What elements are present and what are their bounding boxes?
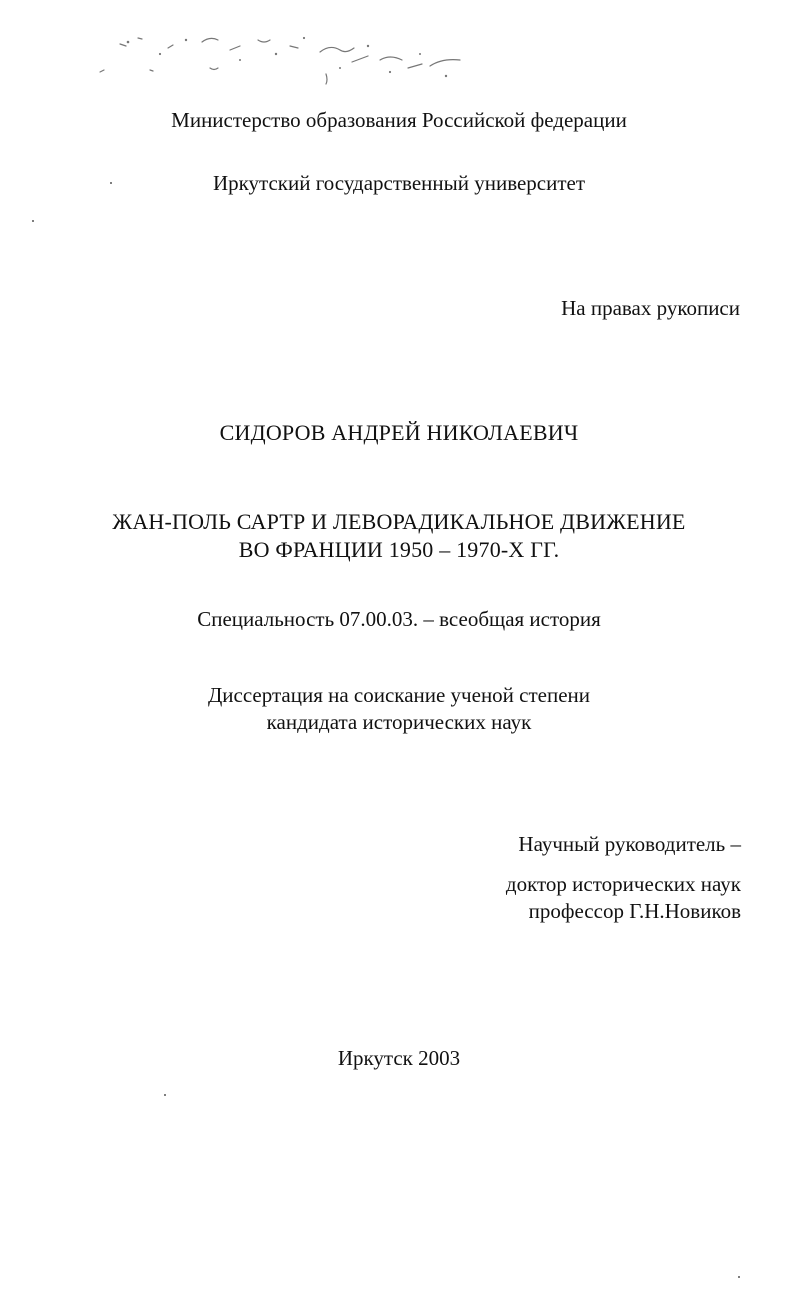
degree-line-2: кандидата исторических наук (266, 710, 532, 734)
ministry-heading: Министерство образования Российской федерации (171, 108, 627, 132)
city-year: Иркутск 2003 (337, 1046, 461, 1070)
supervisor-name: профессор Г.Н.Новиков (528, 899, 741, 923)
degree-line-1: Диссертация на соискание ученой степени (207, 683, 591, 707)
manuscript-note: На правах рукописи (561, 296, 740, 320)
scan-speck (32, 220, 34, 222)
scan-speck (738, 1276, 740, 1278)
supervisor-rank: доктор исторических наук (505, 872, 741, 896)
title-line-2: ВО ФРАНЦИИ 1950 – 1970-Х ГГ. (238, 537, 560, 562)
title-line-1: ЖАН-ПОЛЬ САРТР И ЛЕВОРАДИКАЛЬНОЕ ДВИЖЕНИЕ (112, 509, 686, 534)
scan-speck (110, 182, 112, 184)
scan-speck (164, 1094, 166, 1096)
author-name: СИДОРОВ АНДРЕЙ НИКОЛАЕВИЧ (219, 420, 579, 445)
supervisor-heading: Научный руководитель – (518, 832, 741, 856)
scan-artifacts (90, 32, 480, 92)
specialty-line: Специальность 07.00.03. – всеобщая история (197, 607, 601, 631)
university-heading: Иркутский государственный университет (212, 171, 586, 195)
